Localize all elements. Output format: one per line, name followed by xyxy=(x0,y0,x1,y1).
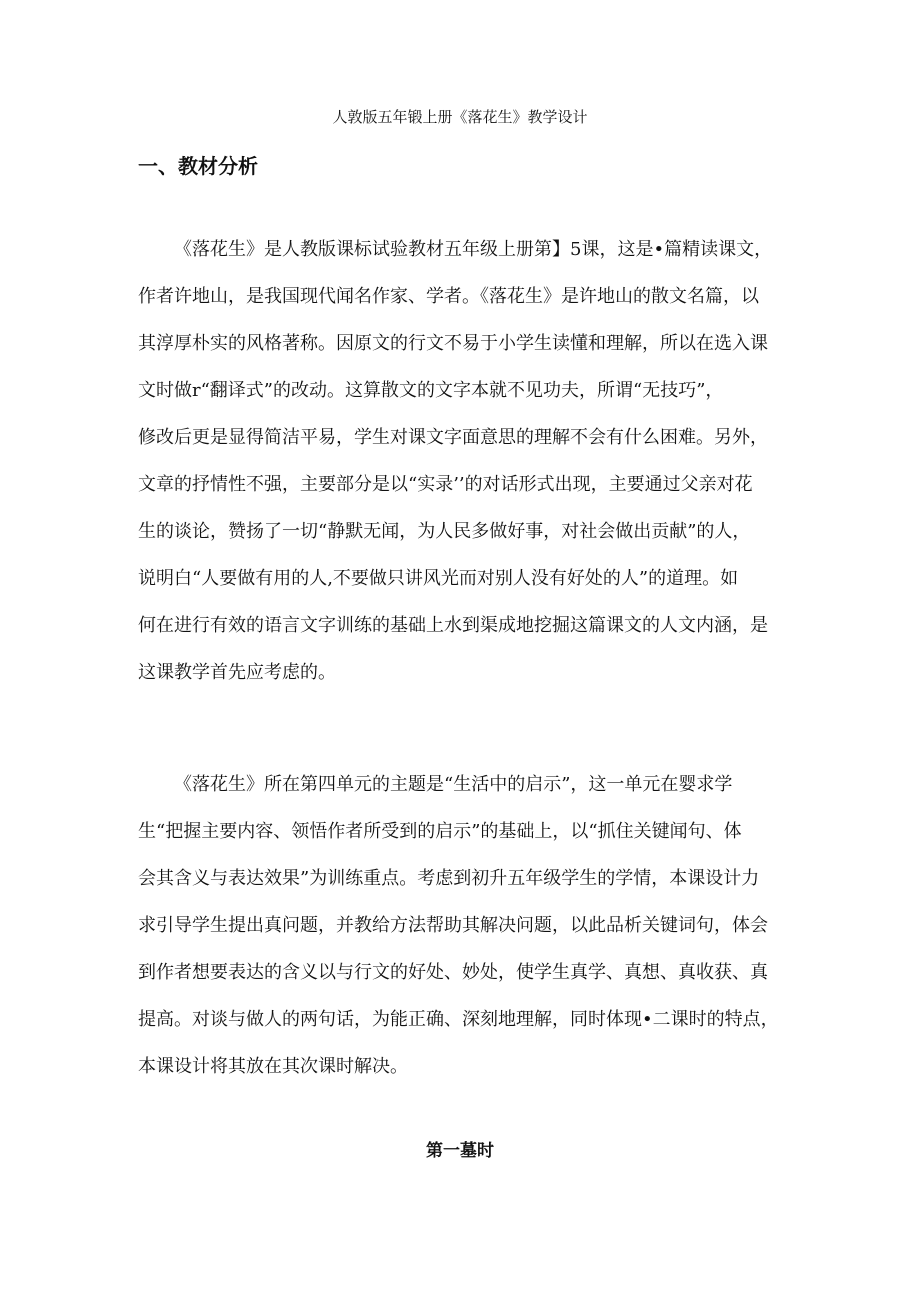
paragraph-2-line: 到作者想要表达的含义以与行文的好处、妙处，使学生真学、真想、真收获、真 xyxy=(138,962,768,983)
paragraph-1-line: 文时做r“翻译式”的改动。这算散文的文字本就不见功夫，所谓“无技巧”， xyxy=(138,380,724,401)
section-title-first-lesson: 第一墓时 xyxy=(426,1141,494,1161)
paragraph-1-line: 这课教学首先应考虑的。 xyxy=(138,662,336,683)
paragraph-1-line: 文章的抒情性不强，主要部分是以“实录’’的对话形式出现，主要通过父亲对花 xyxy=(138,474,753,495)
paragraph-1 xyxy=(138,235,786,705)
paragraph-2-line: 《落花生》所在第四单元的主题是“生活中的启示”，这一单元在婴求学 xyxy=(174,774,733,795)
document-title: 人敦版五年锻上册《落花生》教学设计 xyxy=(332,108,588,126)
paragraph-2 xyxy=(138,770,786,1099)
paragraph-1-line: 《落花生》是人教版课标试验教材五年级上册第】5课，这是•篇精读课文， xyxy=(174,239,773,260)
paragraph-2-line: 提高。对谈与做人的两句话，为能正确、深刻地理解，同时体现•二课时的特点， xyxy=(138,1009,779,1030)
paragraph-2-line: 会其含义与表达效果”为训练重点。考虑到初升五年级学生的学情，本课设计力 xyxy=(138,868,760,889)
paragraph-1-line: 说明白“人要做有用的人,不要做只讲风光而对别人没有好处的人”的道理。如 xyxy=(138,568,739,589)
paragraph-1-line: 其淳厚朴实的风格著称。因原文的行文不易于小学生读懂和理解，所以在选入课 xyxy=(138,333,768,354)
paragraph-1-line: 修改后更是显得简洁平易，学生对课文字面意思的理解不会有什么困难。另外， xyxy=(138,427,768,448)
paragraph-1-line: 何在进行有效的语言文字训练的基础上水到渠成地挖掘这篇课文的人文内涵，是 xyxy=(138,615,768,636)
paragraph-2-line: 生“把握主要内容、领悟作者所受到的启示”的基础上，以“抓住关键闻句、体 xyxy=(138,821,742,842)
paragraph-1-line: 作者许地山，是我国现代闻名作家、学者。《落花生》是许地山的散文名篇，以 xyxy=(138,286,759,307)
section-heading-textbook-analysis: 一、教材分析 xyxy=(138,154,258,178)
paragraph-2-line: 本课设计将其放在其次课时解决。 xyxy=(138,1056,408,1077)
paragraph-1-line: 生的谈论，赞扬了一切“静默无闻，为人民多做好事，对社会做出贡献”的人， xyxy=(138,521,751,542)
paragraph-2-line: 求引导学生提出真问题，并教给方法帮助其解决问题，以此品析关键词句，体会 xyxy=(138,915,768,936)
